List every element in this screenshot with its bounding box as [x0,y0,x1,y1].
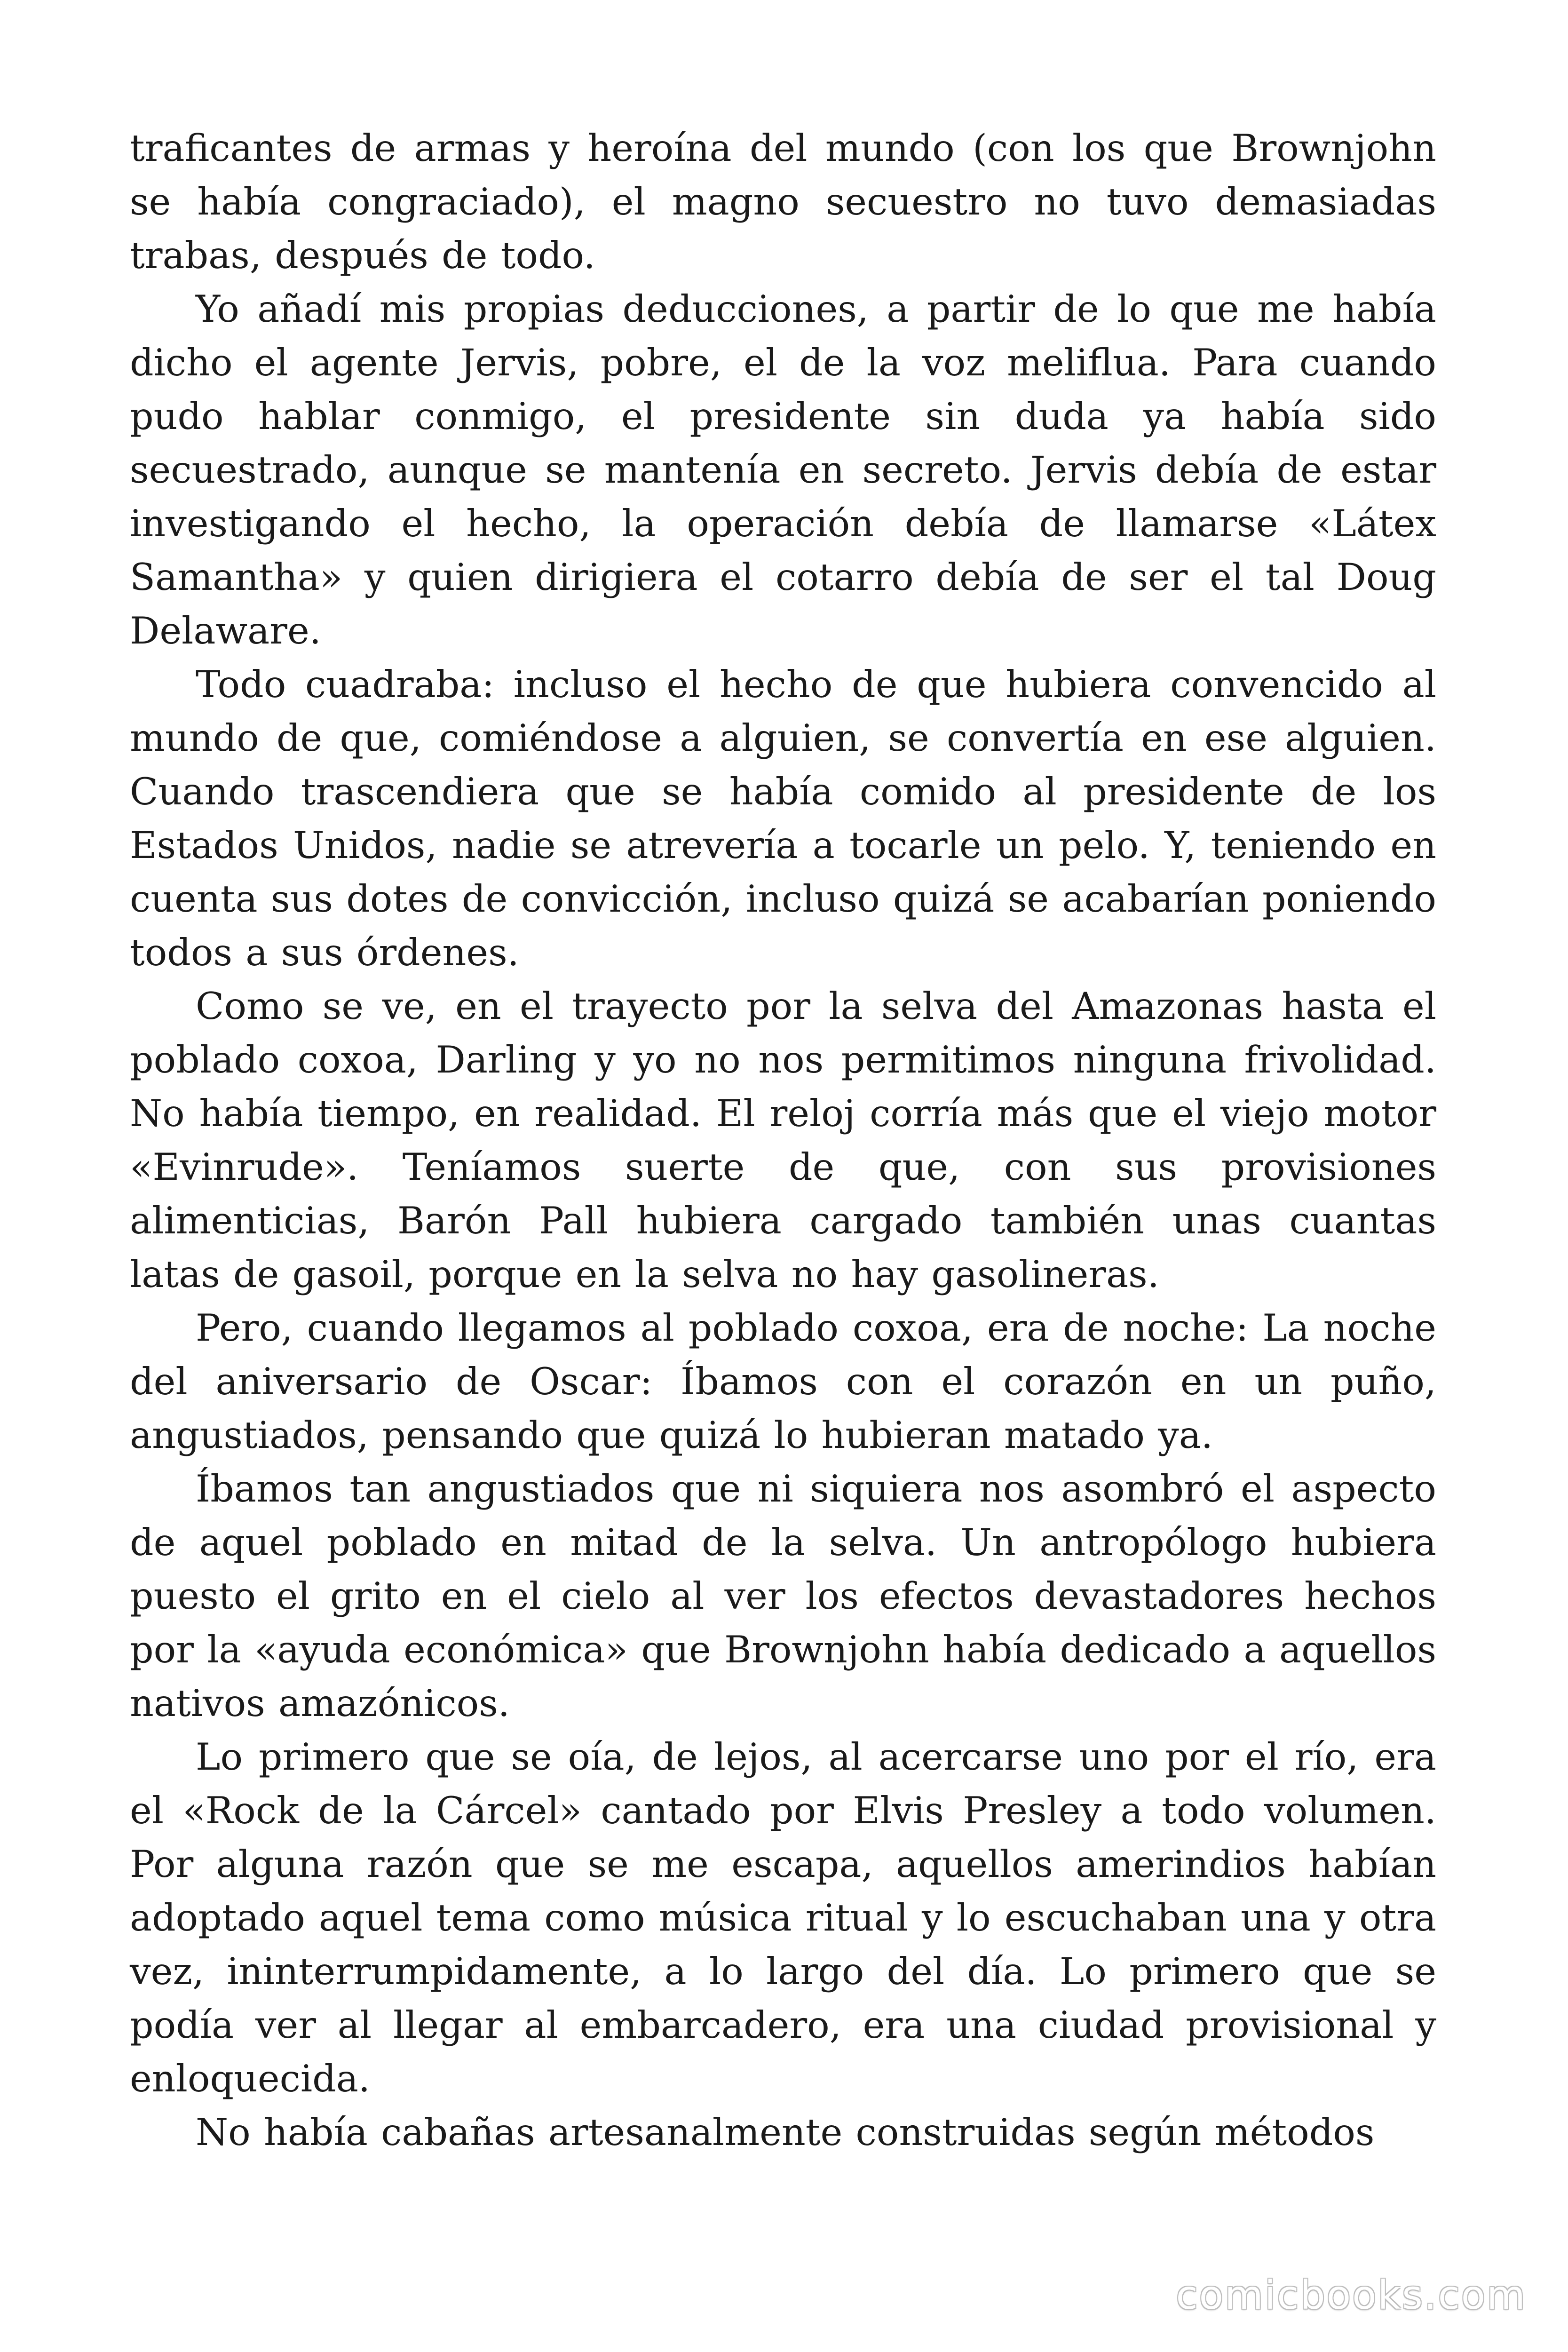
paragraph: Yo añadí mis propias deducciones, a partir de lo que me había dicho el agente Jervis, pobre, el de la voz meliflua. Para cuando pudo hablar conmigo, el presidente sin duda ya había sido secuestrado, aunque se mantenía en secreto. Jervis debía de estar investigando el hecho, la operación debía de llamarse «Látex Samantha» y quien dirigiera el cotarro debía de ser el tal Doug Delaware. [130,287,1436,652]
page-body [130,121,1436,2238]
paragraph: Lo primero que se oía, de lejos, al acercarse uno por el río, era el «Rock de la Cárcel» cantado por Elvis Presley a todo volumen. Por alguna razón que se me escapa, aquellos amerindios habían adoptado aquel tema como música ritual y lo escuchaban una y otra vez, ininterrumpidamente, a lo largo del día. Lo primero que se podía ver al llegar al embarcadero, era una ciudad provisional y enloquecida. [130,1735,1436,2100]
paragraph: No había cabañas artesanalmente construidas según métodos [196,2111,1375,2154]
paragraph: Todo cuadraba: incluso el hecho de que hubiera convencido al mundo de que, comiéndose a alguien, se convertía en ese alguien. Cuando trascendiera que se había comido al presidente de los Estados Unidos, nadie se atrevería a tocarle un pelo. Y, teniendo en cuenta sus dotes de convicción, incluso quizá se acabarían poniendo todos a sus órdenes. [130,663,1436,974]
paragraph: Íbamos tan angustiados que ni siquiera nos asombró el aspecto de aquel poblado en mitad de la selva. Un antropólogo hubiera puesto el grito en el cielo al ver los efectos devastadores hechos por la «ayuda económica» que Brownjohn había dedicado a aquellos nativos amazónicos. [130,1467,1436,1725]
watermark: comicbooks.com [1176,2272,1527,2318]
paragraph: traficantes de armas y heroína del mundo (con los que Brownjohn se había congraciado), el magno secuestro no tuvo demasiadas trabas, después de todo. [130,127,1436,277]
paragraph: Como se ve, en el trayecto por la selva del Amazonas hasta el poblado coxoa, Darling y yo no nos permitimos ninguna frivolidad. No había tiempo, en realidad. El reloj corría más que el viejo motor «Evinrude». Teníamos suerte de que, con sus provisiones alimenticias, Barón Pall hubiera cargado también unas cuantas latas de gasoil, porque en la selva no hay gasolineras. [130,985,1436,1296]
paragraph: Pero, cuando llegamos al poblado coxoa, era de noche: La noche del aniversario de Oscar: Íbamos con el corazón en un puño, angustiados, pensando que quizá lo hubieran matado ya. [130,1306,1436,1457]
